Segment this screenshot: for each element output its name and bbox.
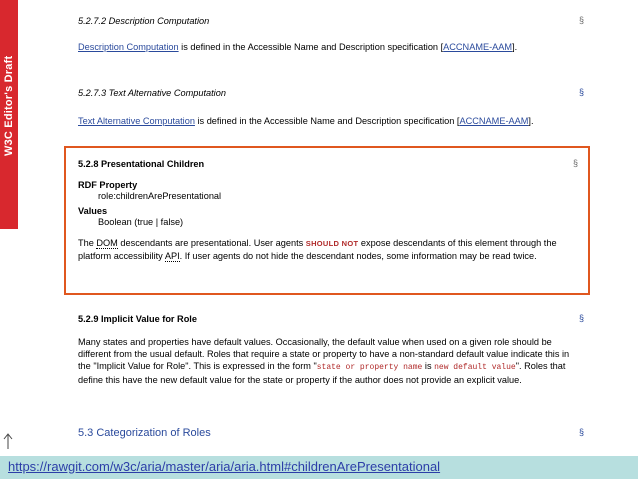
section-description-computation [78, 15, 584, 53]
values-value: Boolean (true | false) [98, 217, 184, 227]
back-to-top-arrow-icon[interactable] [1, 432, 15, 450]
values-label: Values [78, 206, 108, 216]
section-paragraph [78, 115, 584, 127]
api-abbr: API [164, 251, 180, 261]
section-self-link[interactable]: § [578, 87, 584, 97]
paragraph-text-end: ]. [528, 116, 534, 126]
section-paragraph [78, 336, 584, 386]
paragraph-text: expose descendants of this element through the platform accessibility [78, 238, 557, 261]
property-list [78, 180, 578, 228]
section-implicit-value-for-role [78, 313, 584, 386]
section-self-link[interactable]: § [578, 427, 584, 437]
section-categorization-of-roles [78, 427, 584, 439]
paragraph-text-end: . If user agents do not hide the descendant nodes, some information may be read twice. [179, 251, 537, 261]
section-heading: 5.3 Categorization of Roles [78, 427, 211, 439]
paragraph-text-end: ]. [512, 42, 518, 52]
section-presentational-children [78, 158, 578, 262]
section-self-link[interactable]: § [578, 313, 584, 323]
paragraph-text-end: ". Roles that define this have the new default value for the state or property if the author does not provide an explicit value. [78, 361, 566, 385]
accname-aam-ref-link[interactable]: ACCNAME-AAM [443, 42, 513, 52]
w3c-editors-draft-banner[interactable] [0, 0, 18, 229]
section-heading: 5.2.8 Presentational Children [78, 159, 205, 169]
section-heading: 5.2.7.3 Text Alternative Computation [78, 88, 226, 98]
dom-abbr: DOM [96, 238, 118, 248]
section-heading: 5.2.9 Implicit Value for Role [78, 314, 197, 324]
spec-url-link[interactable]: https://rawgit.com/w3c/aria/master/aria/aria.html#childrenArePresentational [8, 459, 441, 474]
section-heading: 5.2.7.2 Description Computation [78, 16, 210, 26]
section-self-link[interactable]: § [578, 15, 584, 25]
description-computation-link[interactable]: Description Computation [78, 42, 179, 52]
section-paragraph [78, 237, 578, 262]
rdf-property-label: RDF Property [78, 180, 138, 190]
code-new-default-value: new default value [434, 363, 516, 372]
code-state-or-property-name: state or property name [316, 363, 423, 372]
banner-text: W3C Editor's Draft [3, 55, 15, 156]
paragraph-text: is defined in the Accessible Name and Description specification [ [178, 42, 444, 52]
rfc2119-keyword: SHOULD NOT [305, 239, 359, 248]
paragraph-text: Many states and properties have default values. Occasionally, the default value when used on a given role should be different from the usual default. Roles that require a state or property to have a non-standard default value indicate this in the "Implicit Value for Role". This is expressed in the form " [78, 337, 570, 371]
accname-aam-ref-link[interactable]: ACCNAME-AAM [459, 116, 529, 126]
rdf-property-value: role:childrenArePresentational [98, 191, 222, 201]
section-text-alternative-computation [78, 87, 584, 127]
section-paragraph [78, 41, 584, 53]
section-self-link[interactable]: § [572, 158, 578, 168]
url-caption-bar [0, 456, 638, 479]
paragraph-text: descendants are presentational. User agents [117, 238, 306, 248]
text-alternative-computation-link[interactable]: Text Alternative Computation [78, 116, 195, 126]
highlighted-section-box [64, 146, 590, 295]
paragraph-text: The [78, 238, 97, 248]
paragraph-text: is defined in the Accessible Name and Description specification [ [194, 116, 460, 126]
paragraph-text: is [422, 361, 435, 371]
